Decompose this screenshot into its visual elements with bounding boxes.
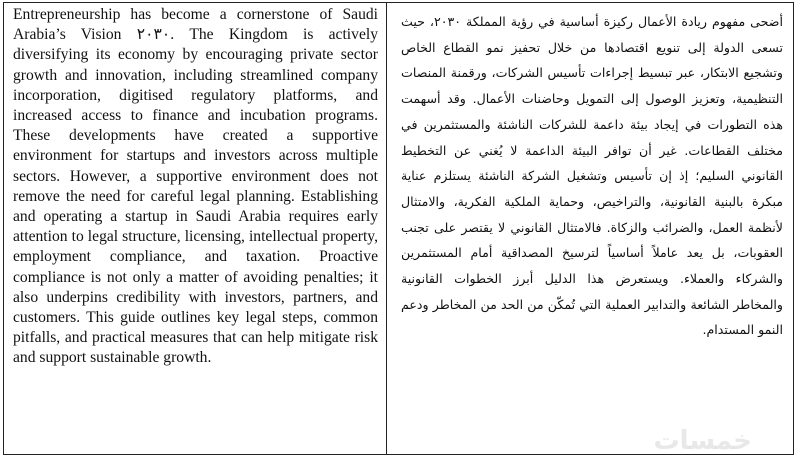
arabic-cell	[387, 3, 793, 454]
english-cell	[4, 3, 387, 454]
bilingual-table	[3, 2, 794, 455]
english-paragraph: Entrepreneurship has become a cornerstone of Saudi Arabia’s Vision ٢٠٣٠. The Kingdom is actively diversifying its economy by encouraging private sector growth and innovation, including streamlined company incorporation, digitised regulatory platforms, and increased access to finance and incubation programs. These developments have created a supportive environment for startups and investors across multiple sectors. However, a supportive environment does not remove the need for careful legal planning. Establishing and operating a startup in Saudi Arabia requires early attention to legal structure, licensing, intellectual property, employment compliance, and taxation. Proactive compliance is not only a matter of avoiding penalties; it also underpins credibility with investors, partners, and customers. This guide outlines key legal steps, common pitfalls, and practical measures that can help mitigate risk and support sustainable growth.	[13, 6, 378, 367]
arabic-paragraph: أضحى مفهوم ريادة الأعمال ركيزة أساسية في رؤية المملكة ٢٠٣٠، حيث تسعى الدولة إلى تنويع اقتصادها من خلال تحفيز نمو القطاع الخاص وتشجيع الابتكار، عبر تبسيط إجراءات تأسيس الشركات، ورقمنة المنصات التنظيمية، وتعزيز الوصول إلى التمويل وحاضنات الأعمال. وقد أسهمت هذه التطورات في إيجاد بيئة داعمة للشركات الناشئة والمستثمرين في مختلف القطاعات. غير أن توافر البيئة الداعمة لا يُغني عن التخطيط القانوني السليم؛ إذ إن تأسيس وتشغيل الشركة الناشئة يستلزم عناية مبكرة بالبنية القانونية، والتراخيص، وحماية الملكية الفكرية، والامتثال لأنظمة العمل، والضرائب والزكاة. فالامتثال القانوني لا يقتصر على تجنب العقوبات، بل يعد عاملاً أساسياً لترسيخ المصداقية أمام المستثمرين والشركاء والعملاء. ويستعرض هذا الدليل أبرز الخطوات القانونية والمخاطر الشائعة والتدابير العملية التي تُمكّن من الحد من المخاطر ودعم النمو المستدام.	[401, 14, 783, 338]
watermark-logo: خمسات	[653, 426, 752, 456]
